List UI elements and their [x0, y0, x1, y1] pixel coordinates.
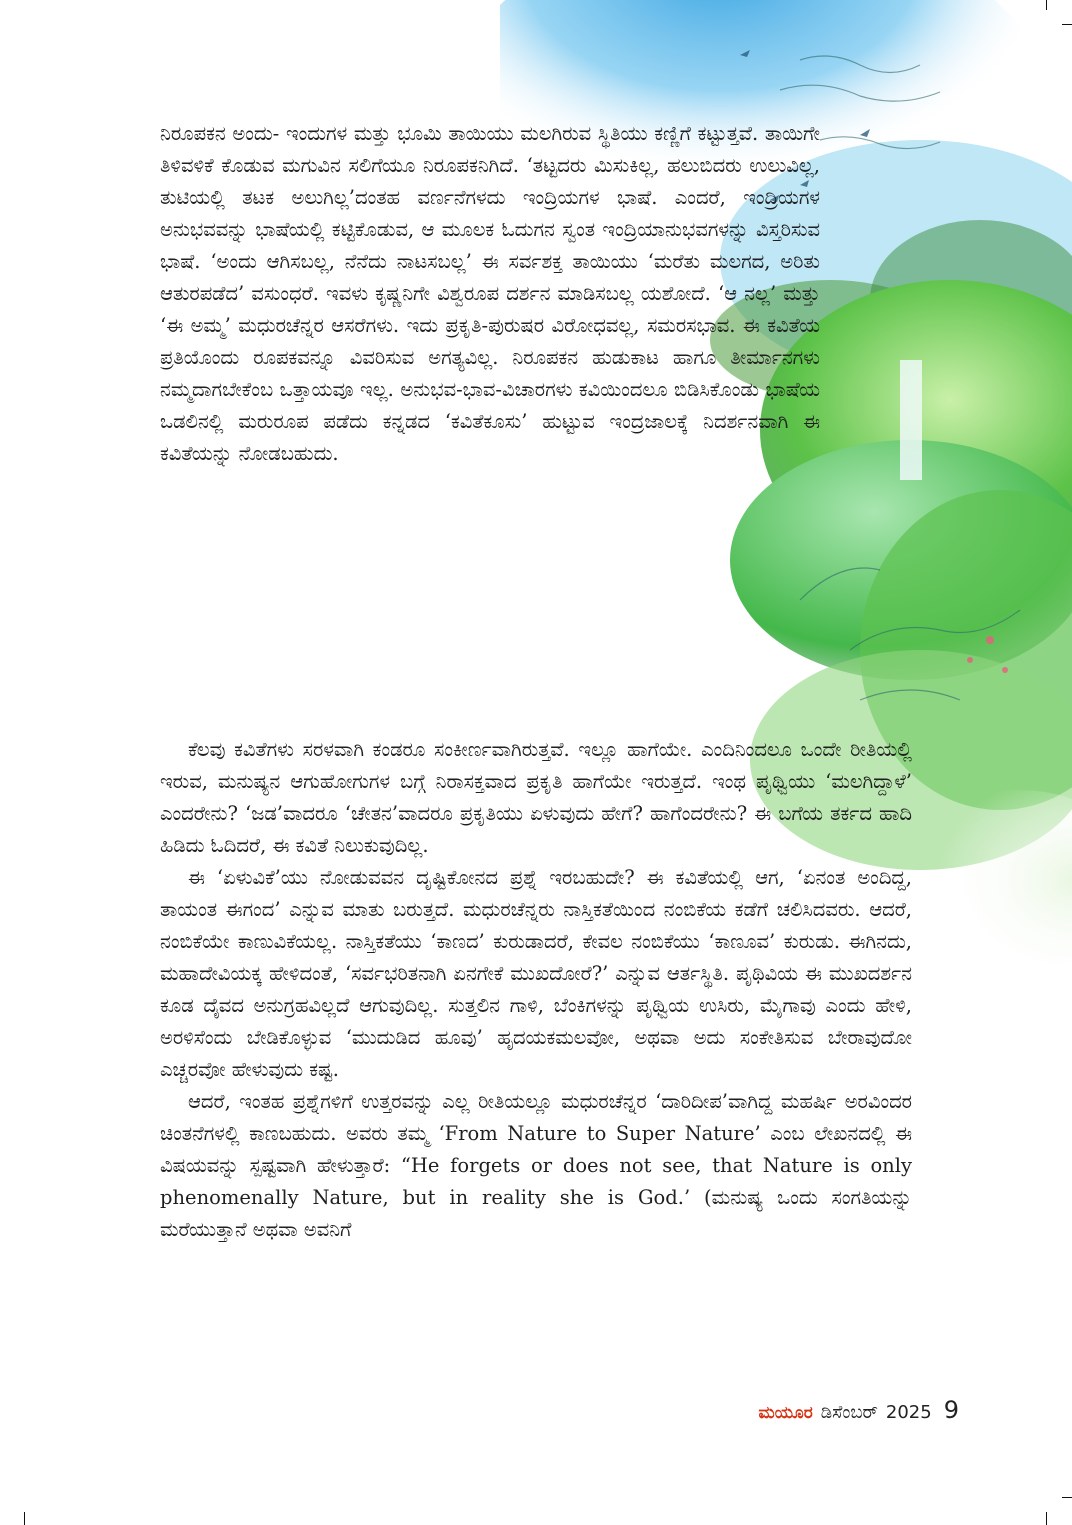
article-column-top [160, 118, 820, 470]
crop-mark [1062, 1497, 1072, 1498]
issue-year: 2025 [885, 1402, 932, 1423]
paragraph: ನಿರೂಪಕನ ಅಂದು- ಇಂದುಗಳ ಮತ್ತು ಭೂಮಿ ತಾಯಿಯು ಮಲಗಿರುವ ಸ್ಥಿತಿಯು ಕಣ್ಣಿಗೆ ಕಟ್ಟುತ್ತವೆ. ತಾಯಿಗೇ ತಿಳಿವಳಿಕೆ ಕೊಡುವ ಮಗುವಿನ ಸಲಿಗೆಯೂ ನಿರೂಪಕನಿಗಿದೆ. ‘ತಟ್ಟದರು ಮಿಸುಕಿಲ್ಲ, ಹಲುಬಿದರು ಉಲುವಿಲ್ಲ, ತುಟಿಯಲ್ಲಿ ತಟಕ ಅಲುಗಿಲ್ಲ’ದಂತಹ ವರ್ಣನೆಗಳದು ಇಂದ್ರಿಯಗಳ ಭಾಷೆ. ಎಂದರೆ, ಇಂದ್ರಿಯಗಳ ಅನುಭವವನ್ನು ಭಾಷೆಯಲ್ಲಿ ಕಟ್ಟಿಕೊಡುವ, ಆ ಮೂಲಕ ಓದುಗನ ಸ್ವಂತ ಇಂದ್ರಿಯಾನುಭವಗಳನ್ನು ವಿಸ್ತರಿಸುವ ಭಾಷೆ. ‘ಅಂದು ಆಗಿಸಬಲ್ಲ, ನೆನೆದು ನಾಟಸಬಲ್ಲ’ ಈ ಸರ್ವಶಕ್ತ ತಾಯಿಯು ‘ಮರೆತು ಮಲಗದ, ಅರಿತು ಆತುರಪಡೆದ’ ವಸುಂಧರೆ. ಇವಳು ಕೃಷ್ಣನಿಗೇ ವಿಶ್ವರೂಪ ದರ್ಶನ ಮಾಡಿಸಬಲ್ಲ ಯಶೋದೆ. ‘ಆ ನಲ್ಲ’ ಮತ್ತು ‘ಈ ಅಮ್ಮ’ ಮಧುರಚೆನ್ನರ ಆಸರೆಗಳು. ಇದು ಪ್ರಕೃತಿ-ಪುರುಷರ ವಿರೋಧವಲ್ಲ, ಸಮರಸಭಾವ. ಈ ಕವಿತೆಯ ಪ್ರತಿಯೊಂದು ರೂಪಕವನ್ನೂ ವಿವರಿಸುವ ಅಗತ್ಯವಿಲ್ಲ. ನಿರೂಪಕನ ಹುಡುಕಾಟ ಹಾಗೂ ತೀರ್ಮಾನಗಳು ನಮ್ಮದಾಗಬೇಕೆಂಬ ಒತ್ತಾಯವೂ ಇಲ್ಲ. ಅನುಭವ-ಭಾವ-ವಿಚಾರಗಳು ಕವಿಯಿಂದಲೂ ಬಿಡಿಸಿಕೊಂಡು ಭಾಷೆಯ ಒಡಲಿನಲ್ಲಿ ಮರುರೂಪ ಪಡೆದು ಕನ್ನಡದ ‘ಕವಿತೆಕೂಸು’ ಹುಟ್ಟುವ ಇಂದ್ರಜಾಲಕ್ಕೆ ನಿದರ್ಶನವಾಗಿ ಈ ಕವಿತೆಯನ್ನು ನೋಡಬಹುದು. [160, 122, 820, 465]
crop-mark [24, 1512, 25, 1525]
paragraph: ಈ ‘ಏಳುವಿಕೆ’ಯು ನೋಡುವವನ ದೃಷ್ಟಿಕೋನದ ಪ್ರಶ್ನೆ ಇರಬಹುದೇ? ಈ ಕವಿತೆಯಲ್ಲಿ ಆಗ, ‘ಏನಂತ ಅಂದಿದ್ದ, ತಾಯಂತ ಈಗಂದ’ ಎನ್ನುವ ಮಾತು ಬರುತ್ತದೆ. ಮಧುರಚೆನ್ನರು ನಾಸ್ತಿಕತೆಯಿಂದ ನಂಬಿಕೆಯ ಕಡೆಗೆ ಚಲಿಸಿದವರು. ಆದರೆ, ನಂಬಿಕೆಯೇ ಕಾಣುವಿಕೆಯಲ್ಲ. ನಾಸ್ತಿಕತೆಯು ‘ಕಾಣದ’ ಕುರುಡಾದರೆ, ಕೇವಲ ನಂಬಿಕೆಯು ‘ಕಾಣೂವ’ ಕುರುಡು. ಈಗಿನದು, ಮಹಾದೇವಿಯಕ್ಕ ಹೇಳಿದಂತೆ, ‘ಸರ್ವಭರಿತನಾಗಿ ಏನಗೇಕೆ ಮುಖದೋರೆ?’ ಎನ್ನುವ ಆರ್ತಸ್ಥಿತಿ. ಪೃಥಿವಿಯ ಈ ಮುಖದರ್ಶನ ಕೂಡ ದೈವದ ಅನುಗ್ರಹವಿಲ್ಲದೆ ಆಗುವುದಿಲ್ಲ. ಸುತ್ತಲಿನ ಗಾಳಿ, ಬೆಂಕಿಗಳನ್ನು ಪೃಥ್ವಿಯ ಉಸಿರು, ಮೈಗಾವು ಎಂದು ಹೇಳಿ, ಅರಳಿಸೆಂದು ಬೇಡಿಕೊಳ್ಳುವ ‘ಮುದುಡಿದ ಹೂವು’ ಹೃದಯಕಮಲವೋ, ಅಥವಾ ಅದು ಸಂಕೇತಿಸುವ ಬೇರಾವುದೋ ಎಚ್ಚರವೋ ಹೇಳುವುದು ಕಷ್ಟ. [160, 866, 912, 1081]
issue-month: ಡಿಸೆಂಬರ್ [820, 1402, 878, 1423]
paragraph: ಆದರೆ, ಇಂತಹ ಪ್ರಶ್ನೆಗಳಿಗೆ ಉತ್ತರವನ್ನು ಎಲ್ಲ ರೀತಿಯಲ್ಲೂ ಮಧುರಚೆನ್ನರ ‘ದಾರಿದೀಪ’ವಾಗಿದ್ದ ಮಹರ್ಷಿ ಅರವಿಂದರ ಚಿಂತನೆಗಳಲ್ಲಿ ಕಾಣಬಹುದು. ಅವರು ತಮ್ಮ ‘From Nature to Super Nature’ ಎಂಬ ಲೇಖನದಲ್ಲಿ ಈ ವಿಷಯವನ್ನು ಸ್ಪಷ್ಟವಾಗಿ ಹೇಳುತ್ತಾರೆ: “He forgets or does not see, that Nature is only phenomenally Nature, but in reality she is God.’ (ಮನುಷ್ಯ ಒಂದು ಸಂಗತಿಯನ್ನು ಮರೆಯುತ್ತಾನೆ ಅಥವಾ ಅವನಿಗೆ [160, 1090, 912, 1241]
magazine-logo: ಮಯೂರ [758, 1403, 813, 1423]
crop-mark [1046, 1512, 1047, 1525]
page-number: 9 [943, 1396, 959, 1424]
article-column-bottom [160, 734, 912, 1246]
page-footer [759, 1396, 959, 1424]
paragraph: ಕೆಲವು ಕವಿತೆಗಳು ಸರಳವಾಗಿ ಕಂಡರೂ ಸಂಕೀರ್ಣವಾಗಿರುತ್ತವೆ. ಇಲ್ಲೂ ಹಾಗೆಯೇ. ಎಂದಿನಿಂದಲೂ ಒಂದೇ ರೀತಿಯಲ್ಲಿ ಇರುವ, ಮನುಷ್ಯನ ಆಗುಹೋಗುಗಳ ಬಗ್ಗೆ ನಿರಾಸಕ್ತವಾದ ಪ್ರಕೃತಿ ಹಾಗೆಯೇ ಇರುತ್ತದೆ. ಇಂಥ ಪೃಥ್ವಿಯು ‘ಮಲಗಿದ್ದಾಳೆ’ ಎಂದರೇನು? ‘ಜಡ’ವಾದರೂ ‘ಚೇತನ’ವಾದರೂ ಪ್ರಕೃತಿಯು ಏಳುವುದು ಹೇಗೆ? ಹಾಗೆಂದರೇನು? ಈ ಬಗೆಯ ತರ್ಕದ ಹಾದಿ ಹಿಡಿದು ಓದಿದರೆ, ಈ ಕವಿತೆ ನಿಲುಕುವುದಿಲ್ಲ. [160, 738, 912, 857]
